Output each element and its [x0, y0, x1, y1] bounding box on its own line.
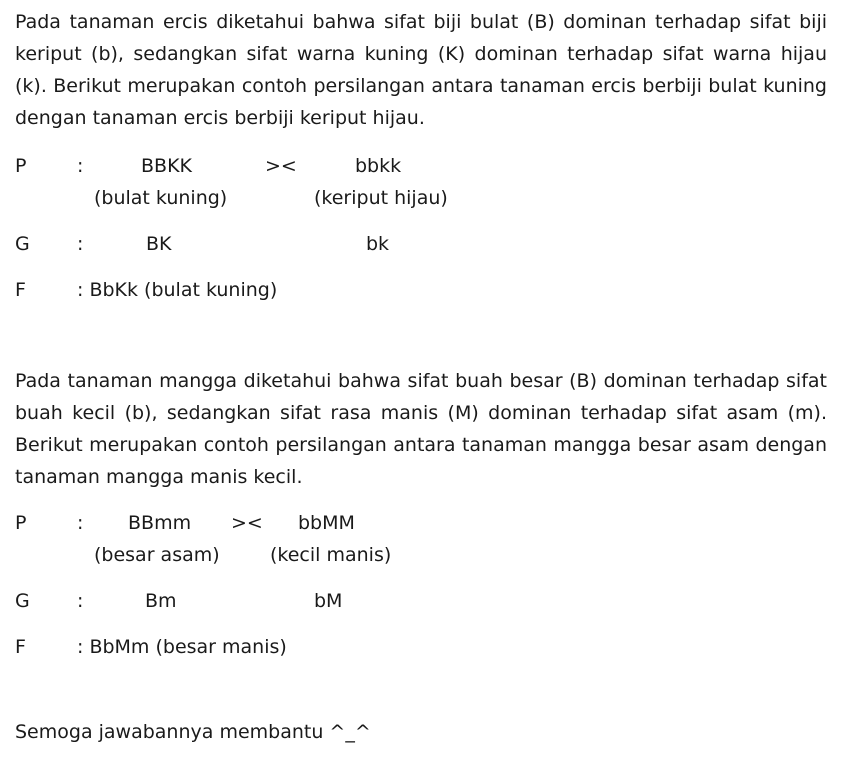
ercis-parent1-phenotype: (bulat kuning) [94, 187, 228, 209]
ercis-gamete1: BK [146, 233, 172, 255]
mangga-g-label: G [15, 590, 30, 612]
ercis-cross-symbol: >< [265, 155, 297, 177]
mangga-p-label: P [15, 512, 27, 534]
ercis-parent2-genotype: bbkk [355, 155, 402, 177]
closing-message: Semoga jawabannya membantu ^_^ [15, 721, 371, 743]
mangga-intro-paragraph: Pada tanaman mangga diketahui bahwa sifat buah besar (B) dominan terhadap sifat buah kecil (b), sedangkan sifat rasa manis (M) dominan terhadap sifat asam (m). Berikut merupakan contoh persilangan antara tanaman mangga besar asam dengan tanaman mangga manis kecil. [15, 370, 827, 488]
mangga-g-colon: : [77, 590, 84, 612]
mangga-parent1-genotype: BBmm [128, 512, 192, 534]
ercis-p-label: P [15, 155, 27, 177]
ercis-g-label: G [15, 233, 30, 255]
mangga-p-colon: : [77, 512, 84, 534]
mangga-parent2-genotype: bbMM [298, 512, 355, 534]
mangga-f-result: : BbMm (besar manis) [77, 636, 287, 658]
ercis-parent1-genotype: BBKK [141, 155, 192, 177]
ercis-intro-paragraph: Pada tanaman ercis diketahui bahwa sifat biji bulat (B) dominan terhadap sifat biji keriput (b), sedangkan sifat warna kuning (K) dominan terhadap sifat warna hijau (k). Berikut merupakan contoh persilangan antara tanaman ercis berbiji bulat kuning dengan tanaman ercis berbiji keriput hijau. [15, 11, 827, 129]
mangga-parent1-phenotype: (besar asam) [94, 544, 220, 566]
ercis-parent2-phenotype: (keriput hijau) [314, 187, 448, 209]
ercis-p-colon: : [77, 155, 84, 177]
mangga-gamete2: bM [314, 590, 343, 612]
ercis-gamete2: bk [366, 233, 390, 255]
ercis-f-label: F [15, 279, 26, 301]
ercis-f-result: : BbKk (bulat kuning) [77, 279, 278, 301]
ercis-g-colon: : [77, 233, 84, 255]
mangga-cross-symbol: >< [231, 512, 263, 534]
mangga-parent2-phenotype: (kecil manis) [270, 544, 392, 566]
mangga-gamete1: Bm [145, 590, 177, 612]
mangga-f-label: F [15, 636, 26, 658]
